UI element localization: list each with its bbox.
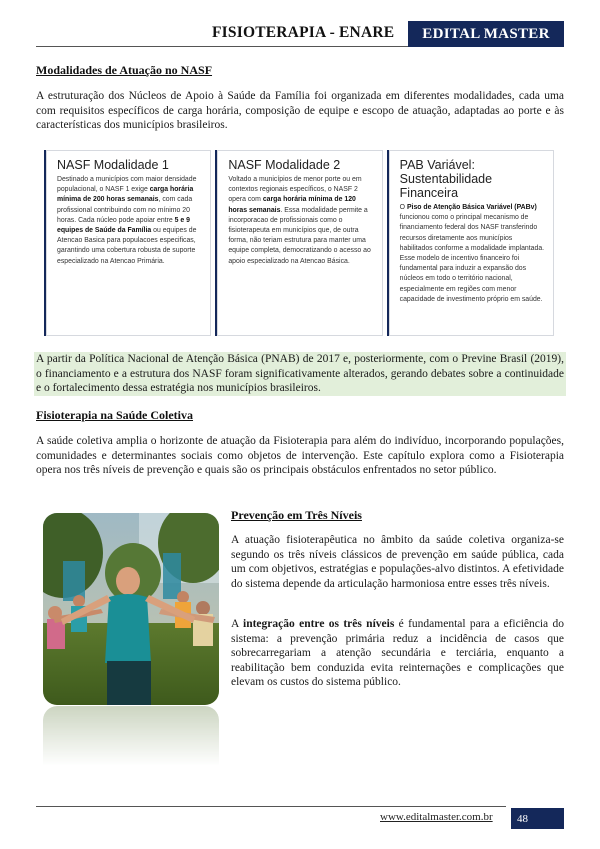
section-title-saude-coletiva: Fisioterapia na Saúde Coletiva — [36, 408, 194, 422]
section-intro-nasf: A estruturação dos Núcleos de Apoio à Saúde da Família foi organizada em diferentes modalidades, cada uma com requisitos específicos de carga horária, composição de equipe e escopo de atuação, adaptadas ao porte e às características dos municípios brasileiros. — [36, 90, 564, 131]
photo-reflection — [43, 706, 219, 766]
card-nasf-2 — [217, 150, 382, 336]
prevencao-paragraph-1: A atuação fisioterapêutica no âmbito da saúde coletiva organiza-se segundo os três níveis clássicos de prevenção em saúde pública, cada um com objetivos, estratégias e populações-alvo distintos. A efetividade do sistema depende da articulação harmoniosa entre esses três níveis. — [231, 534, 564, 590]
card-title: NASF Modalidade 2 — [228, 158, 341, 172]
section-title-nasf: Modalidades de Atuação no NASF — [36, 63, 213, 77]
card-pab-variavel — [389, 150, 554, 336]
header-badge: EDITAL MASTER — [408, 21, 564, 47]
card-text: O Piso de Atenção Básica Variável (PABv) funcionou como o principal mecanismo de financiamento federal dos NASF transferindo recursos diretamente aos municípios habilitados conforme a modalidade implantada. Esse modelo de incentivo financeiro foi fundamental para induzir a expansão dos núcleos em todo o território nacional, especialmente em regiões com menor capacidade de investimento próprio em saúde. — [399, 204, 545, 303]
highlight-box: A partir da Política Nacional de Atenção Básica (PNAB) de 2017 e, posteriormente, com o Previne Brasil (2019), o financiamento e a estrutura dos NASF foram significativamente alterados, gerando debates sobre a continuidade e o fortalecimento dessa estratégia nos municípios brasileiros. — [36, 353, 564, 394]
exercise-group-photo — [43, 513, 219, 705]
card-nasf-1 — [46, 150, 211, 336]
footer-website-link[interactable]: www.editalmaster.com.br — [380, 811, 493, 823]
header-divider — [36, 46, 408, 47]
card-title: PAB Variável: Sustentabilidade Financeira — [399, 158, 493, 200]
card-title: NASF Modalidade 1 — [57, 158, 169, 172]
prevencao-paragraph-2: A integração entre os três níveis é fundamental para a eficiência do sistema: a prevenção primária reduz a incidência de casos que sobrecarregariam a atenção secundária e terciária, enquanto a reabilitação bem conduzida evita reinternações e complicações que elevam os custos do sistema público. — [231, 618, 564, 688]
section-title-prevencao: Prevenção em Três Níveis — [231, 508, 362, 522]
card-text: Voltado a municípios de menor porte ou em contextos regionais específicos, o NASF 2 opera com carga horária mínima de 120 horas semanais. Essa modalidade permite a incorporacao de profissionais como o fisioterapeuta em municípios que, de outra forma, não teriam estrutura para manter uma equipe completa, democratizando o acesso ao apoio especializado na Atencao Básica. — [228, 176, 371, 265]
header-title: FISIOTERAPIA - ENARE — [212, 24, 395, 41]
card-text: Destinado a municípios com maior densidade populacional, o NASF 1 exige carga horária mínima de 200 horas semanais, com cada profissional contribuindo com no mínimo 20 horas. Cada núcleo pode apoiar entre 5 e 9 equipes de Saúde da Família ou equipes de Atencao Basica para populacoes especificas, garantindo uma cobertura robusta de suporte especializado na Atencao Primária. — [57, 176, 197, 265]
section-intro-saude-coletiva: A saúde coletiva amplia o horizonte de atuação da Fisioterapia para além do indivíduo, incorporando populações, comunidades e determinantes sociais como objetos de intervenção. Este capítulo explora como a Fisioterapia opera nos três níveis de prevenção e quais são os principais obstáculos enfrentados no setor público. — [36, 435, 564, 476]
footer-divider — [36, 806, 506, 807]
page-number: 48 — [511, 808, 564, 829]
modalities-cards — [46, 150, 554, 336]
